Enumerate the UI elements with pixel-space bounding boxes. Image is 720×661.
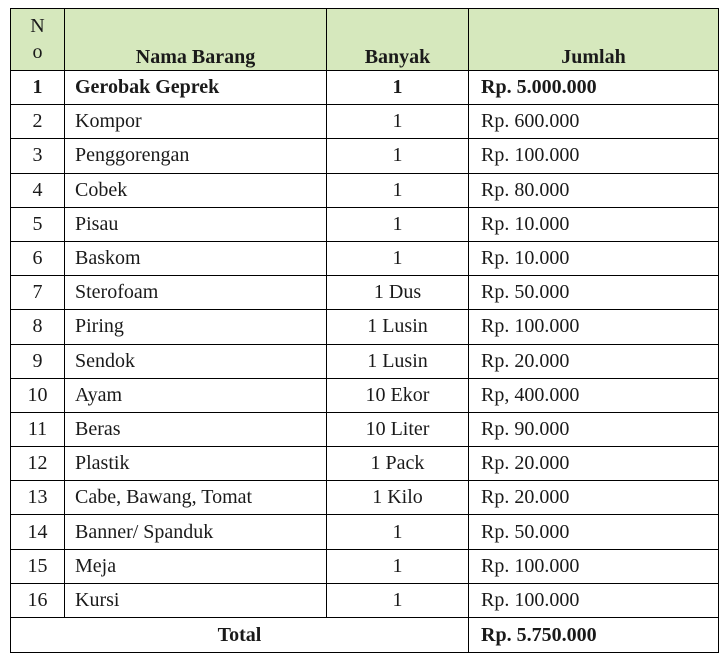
header-no	[11, 9, 65, 71]
total-label: Total	[11, 618, 469, 653]
table-row	[11, 481, 719, 515]
table-row	[11, 276, 719, 310]
table-row	[11, 207, 719, 241]
cell-name: Gerobak Geprek	[65, 71, 327, 105]
cell-qty: 1	[327, 583, 469, 617]
cell-name: Ayam	[65, 378, 327, 412]
cell-amount: Rp. 50.000	[469, 515, 719, 549]
cell-qty: 10 Liter	[327, 412, 469, 446]
cell-amount: Rp. 600.000	[469, 105, 719, 139]
cell-qty: 1	[327, 71, 469, 105]
table-row	[11, 549, 719, 583]
table-row	[11, 139, 719, 173]
header-qty: Banyak	[327, 9, 469, 71]
cell-qty: 1 Lusin	[327, 344, 469, 378]
cell-no: 7	[11, 276, 65, 310]
cell-qty: 1 Pack	[327, 447, 469, 481]
cell-amount: Rp. 20.000	[469, 481, 719, 515]
table-row	[11, 378, 719, 412]
cell-no: 9	[11, 344, 65, 378]
table-row	[11, 241, 719, 275]
cell-name: Meja	[65, 549, 327, 583]
cell-no: 12	[11, 447, 65, 481]
cell-amount: Rp. 5.000.000	[469, 71, 719, 105]
cell-qty: 1	[327, 105, 469, 139]
cell-qty: 1	[327, 241, 469, 275]
cell-qty: 1 Dus	[327, 276, 469, 310]
cell-name: Beras	[65, 412, 327, 446]
cell-no: 8	[11, 310, 65, 344]
table-header-row	[11, 9, 719, 71]
total-row	[11, 618, 719, 653]
budget-table	[10, 8, 719, 653]
cell-no: 14	[11, 515, 65, 549]
table-row	[11, 71, 719, 105]
cell-amount: Rp. 100.000	[469, 310, 719, 344]
cell-no: 1	[11, 71, 65, 105]
cell-name: Sterofoam	[65, 276, 327, 310]
table-row	[11, 173, 719, 207]
cell-name: Baskom	[65, 241, 327, 275]
cell-name: Piring	[65, 310, 327, 344]
cell-name: Banner/ Spanduk	[65, 515, 327, 549]
cell-qty: 1	[327, 139, 469, 173]
cell-no: 3	[11, 139, 65, 173]
cell-no: 13	[11, 481, 65, 515]
cell-no: 2	[11, 105, 65, 139]
cell-name: Cabe, Bawang, Tomat	[65, 481, 327, 515]
header-amount: Jumlah	[469, 9, 719, 71]
cell-name: Kompor	[65, 105, 327, 139]
cell-no: 16	[11, 583, 65, 617]
cell-no: 10	[11, 378, 65, 412]
cell-amount: Rp. 100.000	[469, 583, 719, 617]
cell-amount: Rp. 50.000	[469, 276, 719, 310]
cell-no: 5	[11, 207, 65, 241]
cell-amount: Rp. 10.000	[469, 207, 719, 241]
cell-qty: 10 Ekor	[327, 378, 469, 412]
header-no-line2: o	[32, 41, 43, 63]
cell-name: Penggorengan	[65, 139, 327, 173]
cell-amount: Rp. 90.000	[469, 412, 719, 446]
cell-qty: 1 Lusin	[327, 310, 469, 344]
table-row	[11, 412, 719, 446]
cell-no: 4	[11, 173, 65, 207]
cell-no: 6	[11, 241, 65, 275]
header-no-line1: N	[30, 15, 45, 37]
cell-amount: Rp. 20.000	[469, 344, 719, 378]
cell-amount: Rp. 100.000	[469, 139, 719, 173]
cell-name: Pisau	[65, 207, 327, 241]
header-name: Nama Barang	[65, 9, 327, 71]
cell-amount: Rp. 10.000	[469, 241, 719, 275]
cell-qty: 1	[327, 173, 469, 207]
cell-amount: Rp. 20.000	[469, 447, 719, 481]
cell-qty: 1	[327, 515, 469, 549]
table-row	[11, 344, 719, 378]
cell-qty: 1	[327, 207, 469, 241]
cell-name: Kursi	[65, 583, 327, 617]
cell-amount: Rp. 100.000	[469, 549, 719, 583]
table-row	[11, 583, 719, 617]
cell-qty: 1 Kilo	[327, 481, 469, 515]
table-row	[11, 515, 719, 549]
cell-qty: 1	[327, 549, 469, 583]
cell-name: Sendok	[65, 344, 327, 378]
table-row	[11, 105, 719, 139]
cell-name: Cobek	[65, 173, 327, 207]
cell-amount: Rp. 80.000	[469, 173, 719, 207]
table-row	[11, 310, 719, 344]
total-amount: Rp. 5.750.000	[469, 618, 719, 653]
table-row	[11, 447, 719, 481]
cell-no: 15	[11, 549, 65, 583]
cell-amount: Rp, 400.000	[469, 378, 719, 412]
cell-no: 11	[11, 412, 65, 446]
cell-name: Plastik	[65, 447, 327, 481]
